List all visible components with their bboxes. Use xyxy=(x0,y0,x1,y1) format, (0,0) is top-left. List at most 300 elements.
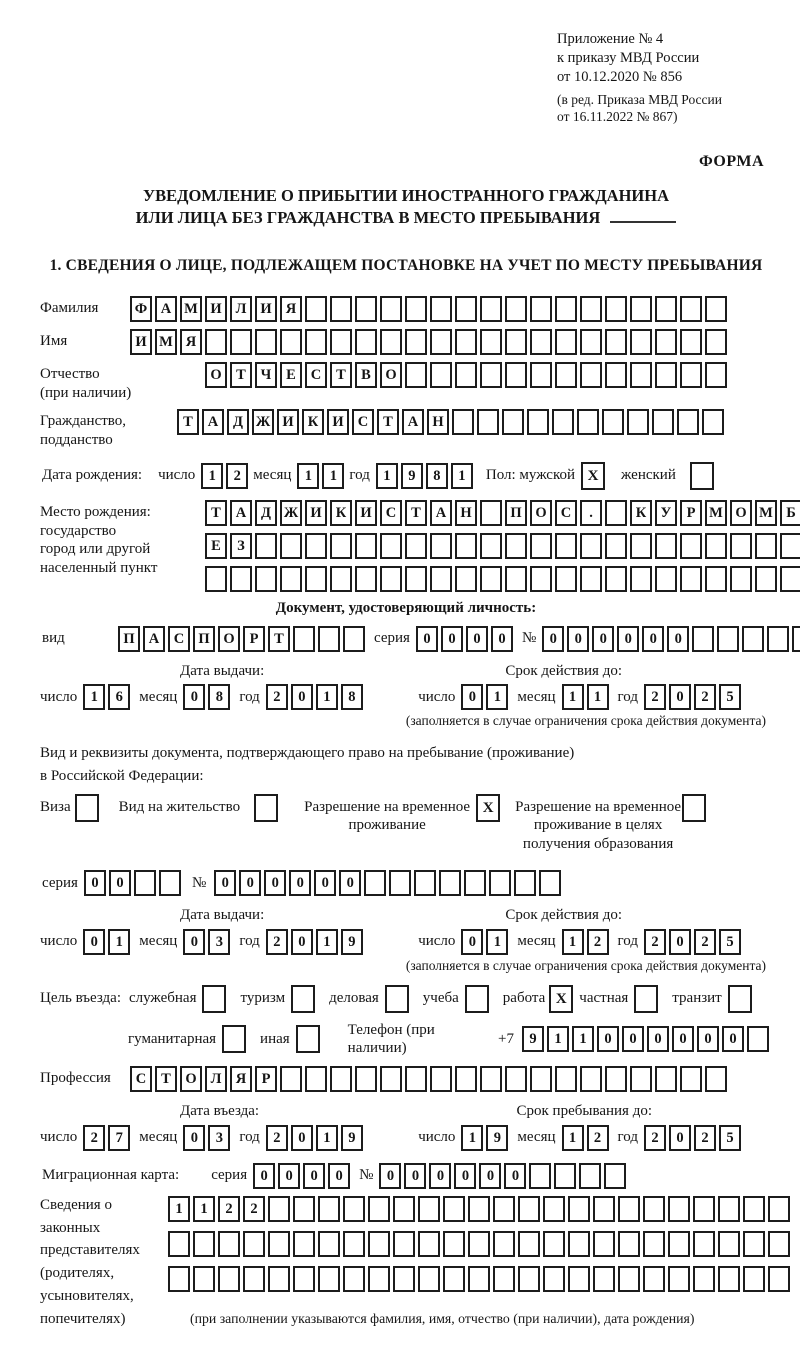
birth-place-sub3: населенный пункт xyxy=(40,560,158,576)
char-cell xyxy=(630,362,652,388)
migration-card-label: Миграционная карта: xyxy=(42,1167,180,1184)
year-label: год xyxy=(239,688,260,705)
residence-permit-checkbox xyxy=(254,794,278,822)
char-cell xyxy=(355,329,377,355)
birth-place-cells-row3 xyxy=(205,566,800,592)
month-label: месяц xyxy=(139,688,178,705)
edition-line: от 16.11.2022 № 867) xyxy=(557,109,678,125)
char-cell: Б xyxy=(780,500,800,526)
char-cell xyxy=(602,409,624,435)
char-cell: 1 xyxy=(201,463,223,489)
day-label: число xyxy=(40,933,78,950)
char-cell: 1 xyxy=(376,463,398,489)
doc-number-cells xyxy=(542,626,800,652)
char-cell xyxy=(702,409,724,435)
doc-series-cells xyxy=(416,626,516,652)
char-cell: Р xyxy=(680,500,702,526)
char-cell: С xyxy=(168,626,190,652)
entry-dates-headings xyxy=(40,1102,772,1121)
char-cell: 0 xyxy=(289,870,311,896)
char-cell: 5 xyxy=(719,1125,741,1151)
profession-cells xyxy=(130,1066,730,1092)
char-cell xyxy=(554,1163,576,1189)
char-cell: 0 xyxy=(183,1125,205,1151)
char-cell: Т xyxy=(268,626,290,652)
char-cell: Ж xyxy=(252,409,274,435)
char-cell xyxy=(505,329,527,355)
char-cell xyxy=(580,296,602,322)
day-label: число xyxy=(158,467,196,484)
char-cell: Л xyxy=(205,1066,227,1092)
char-cell: Я xyxy=(280,296,302,322)
char-cell xyxy=(655,296,677,322)
char-cell xyxy=(593,1196,615,1222)
char-cell xyxy=(518,1196,540,1222)
char-cell xyxy=(159,870,181,896)
birth-place-cells-row1 xyxy=(205,500,800,526)
char-cell: М xyxy=(755,500,777,526)
char-cell: 0 xyxy=(669,1125,691,1151)
char-cell: 1 xyxy=(297,463,319,489)
char-cell: М xyxy=(705,500,727,526)
char-cell xyxy=(355,533,377,559)
char-cell: Я xyxy=(180,329,202,355)
legal-reps-block xyxy=(40,1196,772,1333)
char-cell: 0 xyxy=(441,626,463,652)
char-cell: О xyxy=(730,500,752,526)
char-cell xyxy=(555,329,577,355)
migration-series-cells xyxy=(253,1163,353,1189)
migration-card-row xyxy=(40,1163,772,1189)
char-cell: С xyxy=(380,500,402,526)
char-cell xyxy=(268,1196,290,1222)
char-cell xyxy=(405,533,427,559)
char-cell: 0 xyxy=(328,1163,350,1189)
stay-until-heading: Срок пребывания до: xyxy=(516,1103,652,1119)
char-cell: 1 xyxy=(547,1026,569,1052)
char-cell xyxy=(755,533,777,559)
char-cell: Т xyxy=(405,500,427,526)
char-cell xyxy=(705,362,727,388)
char-cell xyxy=(743,1266,765,1292)
char-cell xyxy=(677,409,699,435)
char-cell xyxy=(579,1163,601,1189)
char-cell xyxy=(480,296,502,322)
char-cell xyxy=(230,329,252,355)
char-cell: 8 xyxy=(341,684,363,710)
char-cell xyxy=(443,1266,465,1292)
char-cell: 5 xyxy=(719,929,741,955)
char-cell: 0 xyxy=(672,1026,694,1052)
char-cell xyxy=(605,533,627,559)
char-cell: 0 xyxy=(466,626,488,652)
char-cell xyxy=(418,1196,440,1222)
sex-female-label: женский xyxy=(621,467,676,484)
appendix-line: к приказу МВД России xyxy=(557,50,700,67)
year-label: год xyxy=(617,688,638,705)
char-cell xyxy=(389,870,411,896)
char-cell: 2 xyxy=(694,929,716,955)
char-cell: С xyxy=(130,1066,152,1092)
char-cell xyxy=(730,533,752,559)
char-cell xyxy=(255,533,277,559)
char-cell xyxy=(530,1066,552,1092)
profession-label: Профессия xyxy=(40,1070,111,1086)
appendix-line: Приложение № 4 xyxy=(557,31,664,47)
char-cell: 1 xyxy=(322,463,344,489)
char-cell xyxy=(368,1196,390,1222)
char-cell: 3 xyxy=(208,929,230,955)
char-cell xyxy=(380,1066,402,1092)
char-cell xyxy=(593,1231,615,1257)
char-cell xyxy=(280,329,302,355)
char-cell xyxy=(680,296,702,322)
char-cell: 0 xyxy=(669,684,691,710)
char-cell xyxy=(705,566,727,592)
phone-prefix: +7 xyxy=(498,1030,514,1047)
char-cell xyxy=(468,1196,490,1222)
char-cell xyxy=(627,409,649,435)
char-cell xyxy=(439,870,461,896)
char-cell xyxy=(705,296,727,322)
char-cell: 0 xyxy=(214,870,236,896)
char-cell xyxy=(455,1066,477,1092)
char-cell: 0 xyxy=(491,626,513,652)
char-cell xyxy=(393,1266,415,1292)
char-cell xyxy=(655,362,677,388)
char-cell xyxy=(430,566,452,592)
char-cell xyxy=(718,1231,740,1257)
purpose-turizm-checkbox xyxy=(291,985,315,1013)
char-cell xyxy=(380,533,402,559)
char-cell: Р xyxy=(255,1066,277,1092)
char-cell: С xyxy=(555,500,577,526)
char-cell xyxy=(455,329,477,355)
char-cell: Т xyxy=(377,409,399,435)
day-label: число xyxy=(418,1129,456,1146)
char-cell xyxy=(330,296,352,322)
residence-dates-headings xyxy=(40,906,772,925)
char-cell xyxy=(605,500,627,526)
char-cell xyxy=(280,533,302,559)
char-cell xyxy=(618,1266,640,1292)
residence-issue-year xyxy=(266,929,366,955)
char-cell xyxy=(730,566,752,592)
form-label: ФОРМА xyxy=(698,153,764,171)
char-cell: 2 xyxy=(243,1196,265,1222)
year-label: год xyxy=(349,467,370,484)
char-cell: 0 xyxy=(669,929,691,955)
char-cell xyxy=(692,626,714,652)
char-cell xyxy=(768,1266,790,1292)
char-cell xyxy=(230,566,252,592)
form-title xyxy=(40,186,772,228)
char-cell xyxy=(530,533,552,559)
entry-year xyxy=(266,1125,366,1151)
char-cell: 1 xyxy=(572,1026,594,1052)
birth-date-row xyxy=(40,462,772,490)
char-cell xyxy=(418,1266,440,1292)
char-cell xyxy=(205,566,227,592)
char-cell xyxy=(680,1066,702,1092)
char-cell: 0 xyxy=(504,1163,526,1189)
char-cell: 0 xyxy=(617,626,639,652)
form-title-line2: ИЛИ ЛИЦА БЕЗ ГРАЖДАНСТВА В МЕСТО ПРЕБЫВАНИЯ xyxy=(40,207,772,229)
sex-male-label: Пол: мужской xyxy=(485,467,576,484)
char-cell: Д xyxy=(227,409,249,435)
char-cell xyxy=(414,870,436,896)
char-cell xyxy=(168,1231,190,1257)
char-cell: 0 xyxy=(278,1163,300,1189)
month-label: месяц xyxy=(139,1129,178,1146)
purpose-gumanitarnaya-label: гуманитарная xyxy=(128,1030,217,1047)
char-cell xyxy=(593,1266,615,1292)
char-cell: 9 xyxy=(341,1125,363,1151)
char-cell: 0 xyxy=(461,684,483,710)
citizenship-cells xyxy=(177,409,727,435)
char-cell xyxy=(668,1266,690,1292)
char-cell xyxy=(755,566,777,592)
char-cell: 9 xyxy=(522,1026,544,1052)
residence-expiry-month xyxy=(562,929,612,955)
char-cell xyxy=(468,1266,490,1292)
char-cell xyxy=(543,1231,565,1257)
edition-line: (в ред. Приказа МВД России xyxy=(557,92,722,108)
char-cell: 2 xyxy=(266,1125,288,1151)
char-cell: 1 xyxy=(316,929,338,955)
entry-date-heading: Дата въезда: xyxy=(180,1103,260,1119)
residence-number-cells xyxy=(214,870,564,896)
char-cell: 0 xyxy=(291,1125,313,1151)
char-cell xyxy=(605,296,627,322)
char-cell xyxy=(780,566,800,592)
char-cell xyxy=(489,870,511,896)
doc-expiry-note: (заполняется в случае ограничения срока действия документа) xyxy=(405,713,766,729)
char-cell xyxy=(530,296,552,322)
char-cell xyxy=(243,1231,265,1257)
char-cell xyxy=(668,1196,690,1222)
char-cell xyxy=(480,362,502,388)
char-cell: А xyxy=(155,296,177,322)
char-cell: И xyxy=(255,296,277,322)
char-cell xyxy=(580,566,602,592)
birth-place-label: Место рождения: xyxy=(40,503,151,520)
birth-day-cells xyxy=(201,463,251,489)
residence-issue-heading: Дата выдачи: xyxy=(180,906,265,923)
char-cell xyxy=(393,1231,415,1257)
char-cell: 7 xyxy=(108,1125,130,1151)
char-cell xyxy=(480,1066,502,1092)
temp-residence-education-label: Разрешение на временное проживание в целях получения образования xyxy=(515,798,682,853)
char-cell xyxy=(605,1066,627,1092)
char-cell xyxy=(493,1196,515,1222)
char-cell xyxy=(193,1231,215,1257)
char-cell: 9 xyxy=(341,929,363,955)
char-cell xyxy=(605,566,627,592)
phone-label: Телефон (при наличии) xyxy=(347,1021,435,1057)
char-cell: 0 xyxy=(404,1163,426,1189)
char-cell xyxy=(343,1196,365,1222)
surname-label: Фамилия xyxy=(40,299,99,316)
char-cell: У xyxy=(655,500,677,526)
char-cell: 2 xyxy=(83,1125,105,1151)
char-cell xyxy=(405,362,427,388)
char-cell xyxy=(318,626,340,652)
char-cell: 2 xyxy=(226,463,248,489)
birth-place-cells-row2 xyxy=(205,533,800,559)
legal-reps-note: (при заполнении указываются фамилия, имя, отчество (при наличии), дата рождения) xyxy=(190,1310,695,1326)
char-cell: И xyxy=(327,409,349,435)
char-cell xyxy=(618,1196,640,1222)
birth-place-row xyxy=(40,500,796,592)
char-cell xyxy=(355,296,377,322)
char-cell: 0 xyxy=(667,626,689,652)
char-cell xyxy=(505,1066,527,1092)
char-cell xyxy=(618,1231,640,1257)
char-cell xyxy=(330,1066,352,1092)
doc-issue-year xyxy=(266,684,366,710)
char-cell xyxy=(430,533,452,559)
char-cell: Т xyxy=(177,409,199,435)
char-cell: 1 xyxy=(486,929,508,955)
char-cell xyxy=(530,566,552,592)
residence-issue-day xyxy=(83,929,133,955)
char-cell: 0 xyxy=(314,870,336,896)
char-cell xyxy=(792,626,800,652)
stay-until-day xyxy=(461,1125,511,1151)
month-label: месяц xyxy=(517,933,556,950)
char-cell: 2 xyxy=(218,1196,240,1222)
doc-kind-cells xyxy=(118,626,368,652)
char-cell: 0 xyxy=(697,1026,719,1052)
char-cell xyxy=(305,1066,327,1092)
purpose-inaya-label: иная xyxy=(260,1030,290,1047)
char-cell xyxy=(430,329,452,355)
char-cell xyxy=(330,566,352,592)
month-label: месяц xyxy=(139,933,178,950)
residence-number-label: № xyxy=(191,874,207,891)
char-cell xyxy=(652,409,674,435)
char-cell: 0 xyxy=(183,929,205,955)
char-cell xyxy=(680,329,702,355)
purpose-delovaya-checkbox xyxy=(385,985,409,1013)
char-cell: А xyxy=(430,500,452,526)
char-cell: А xyxy=(402,409,424,435)
char-cell xyxy=(477,409,499,435)
residence-intro1: Вид и реквизиты документа, подтверждающего право на пребывание (проживание) xyxy=(40,745,575,762)
title-underline xyxy=(610,207,676,223)
patronymic-cells xyxy=(205,362,730,388)
char-cell: Я xyxy=(230,1066,252,1092)
char-cell: 8 xyxy=(208,684,230,710)
char-cell: 2 xyxy=(644,929,666,955)
purpose-tranzit-label: транзит xyxy=(672,990,722,1007)
char-cell: Т xyxy=(330,362,352,388)
char-cell xyxy=(455,296,477,322)
doc-series-label: серия xyxy=(374,630,410,647)
appendix-header xyxy=(40,30,772,126)
char-cell: 0 xyxy=(592,626,614,652)
char-cell: 0 xyxy=(597,1026,619,1052)
char-cell xyxy=(455,533,477,559)
char-cell: О xyxy=(180,1066,202,1092)
char-cell: 0 xyxy=(83,929,105,955)
char-cell: 5 xyxy=(719,684,741,710)
char-cell: 9 xyxy=(486,1125,508,1151)
purpose-ucheba-label: учеба xyxy=(422,990,459,1007)
char-cell: 1 xyxy=(486,684,508,710)
surname-row xyxy=(40,296,772,322)
char-cell xyxy=(218,1231,240,1257)
char-cell xyxy=(768,1231,790,1257)
doc-expiry-month xyxy=(562,684,612,710)
doc-expiry-heading: Срок действия до: xyxy=(505,662,622,679)
purpose-sluzhebnaya-checkbox xyxy=(202,985,226,1013)
day-label: число xyxy=(418,688,456,705)
char-cell xyxy=(505,362,527,388)
char-cell: Л xyxy=(230,296,252,322)
char-cell xyxy=(543,1266,565,1292)
purpose-sluzhebnaya-label: служебная xyxy=(128,990,197,1007)
residence-permit-label: Вид на жительство xyxy=(118,798,241,815)
char-cell xyxy=(364,870,386,896)
char-cell xyxy=(580,329,602,355)
char-cell: 0 xyxy=(264,870,286,896)
char-cell xyxy=(767,626,789,652)
char-cell: И xyxy=(277,409,299,435)
char-cell: О xyxy=(205,362,227,388)
char-cell: Т xyxy=(155,1066,177,1092)
char-cell: 2 xyxy=(694,1125,716,1151)
char-cell: 0 xyxy=(722,1026,744,1052)
char-cell: 3 xyxy=(208,1125,230,1151)
char-cell xyxy=(293,1231,315,1257)
char-cell xyxy=(380,329,402,355)
char-cell: 0 xyxy=(461,929,483,955)
residence-options-row xyxy=(40,794,772,854)
char-cell: 0 xyxy=(542,626,564,652)
stay-until-month xyxy=(562,1125,612,1151)
doc-number-label: № xyxy=(521,630,537,647)
char-cell xyxy=(480,500,502,526)
legal-reps-label-line: (родителях, xyxy=(40,1265,115,1281)
char-cell xyxy=(455,362,477,388)
citizenship-row xyxy=(40,409,772,450)
char-cell xyxy=(405,566,427,592)
char-cell xyxy=(680,566,702,592)
char-cell xyxy=(405,1066,427,1092)
char-cell: 1 xyxy=(461,1125,483,1151)
char-cell: 0 xyxy=(291,684,313,710)
char-cell xyxy=(430,362,452,388)
char-cell: . xyxy=(580,500,602,526)
char-cell: Р xyxy=(243,626,265,652)
char-cell xyxy=(443,1196,465,1222)
char-cell: 6 xyxy=(108,684,130,710)
purpose-rabota-checkbox: X xyxy=(549,985,573,1013)
char-cell xyxy=(747,1026,769,1052)
doc-issue-month xyxy=(183,684,233,710)
entry-month xyxy=(183,1125,233,1151)
doc-kind-label: вид xyxy=(42,630,65,647)
day-label: число xyxy=(40,688,78,705)
year-label: год xyxy=(239,933,260,950)
char-cell: 0 xyxy=(253,1163,275,1189)
char-cell xyxy=(643,1231,665,1257)
char-cell xyxy=(493,1231,515,1257)
char-cell xyxy=(527,409,549,435)
doc-expiry-day xyxy=(461,684,511,710)
